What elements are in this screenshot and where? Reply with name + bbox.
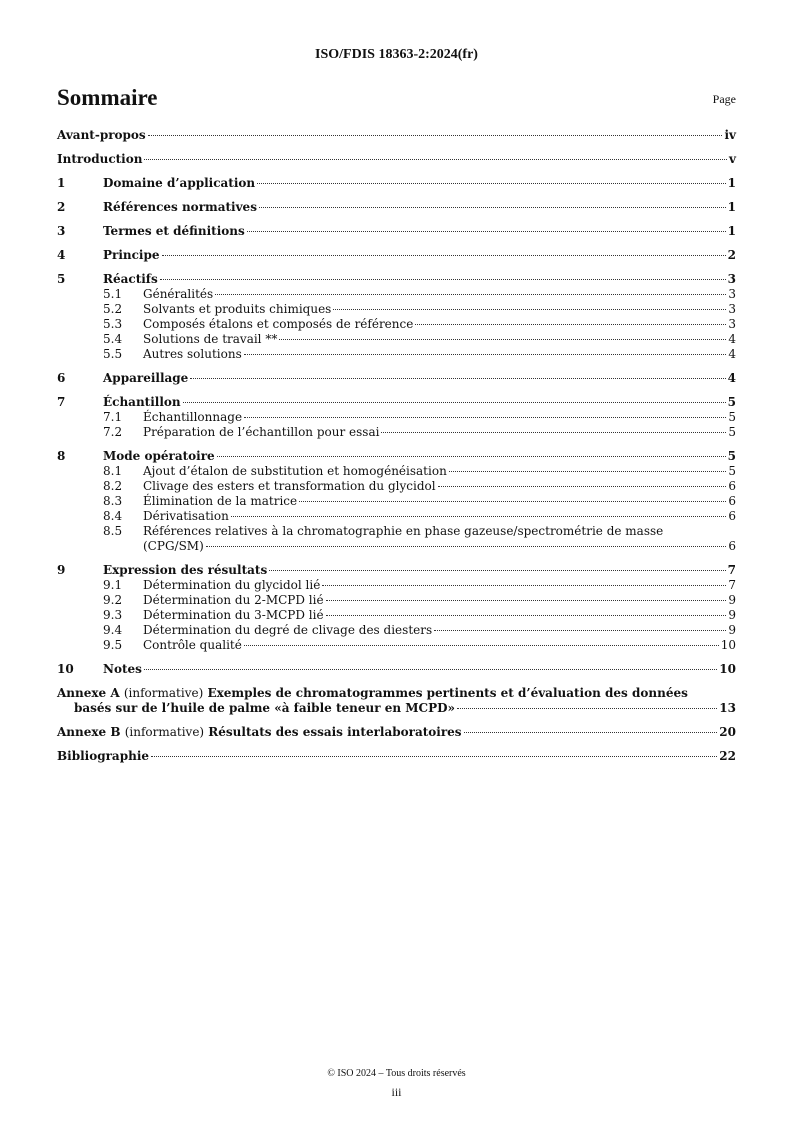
dot-leader [322,585,726,586]
toc-page-number: 5 [728,410,736,424]
toc-entry-9-3[interactable] [57,608,736,623]
dot-leader [206,546,727,547]
toc-entry-2[interactable] [57,200,736,215]
toc-entry-9[interactable] [57,563,736,578]
toc-entry-9-5[interactable] [57,638,736,653]
dot-leader [326,615,727,616]
toc-entry-title: Échantillon [103,395,181,409]
toc-entry-title: Généralités [143,287,214,301]
annex-label: Annexe B [57,725,121,739]
toc-entry-6[interactable] [57,371,736,386]
toc-entry-9-1[interactable] [57,578,736,593]
toc-entry-title: Termes et définitions [103,224,245,238]
page-number-footer: iii [391,1085,402,1099]
dot-leader [269,570,725,571]
toc-entry-number: 1 [57,176,66,190]
toc-entry-number: 5.5 [103,347,123,361]
toc-page-number: 9 [728,608,736,622]
toc-page-number: 6 [728,509,736,523]
toc-entry-number: 10 [57,662,74,676]
toc-entry-number: 6 [57,371,66,385]
toc-entry-number: 5 [57,272,66,286]
toc-entry-1[interactable] [57,176,736,191]
toc-page-number: 6 [728,494,736,508]
dot-leader [259,207,726,208]
toc-entry-title: Échantillonnage [143,410,243,424]
toc-entry-5-2[interactable] [57,302,736,317]
toc-entry-3[interactable] [57,224,736,239]
toc-entry-title: Résultats des essais interlaboratoires [208,725,462,739]
toc-entry-8-4[interactable] [57,509,736,524]
table-of-contents [57,128,736,764]
dot-leader [333,309,726,310]
toc-entry-title: Détermination du glycidol lié [143,578,321,592]
toc-entry-title: Solvants et produits chimiques [143,302,332,316]
toc-page-number: 5 [727,449,736,463]
toc-entry-9-2[interactable] [57,593,736,608]
toc-entry-title: Détermination du degré de clivage des diesters [143,623,433,637]
dot-leader [244,417,726,418]
dot-leader [148,135,723,136]
toc-entry-title: Composés étalons et composés de référence [143,317,414,331]
toc-entry-title: Ajout d’étalon de substitution et homogénéisation [143,464,447,478]
toc-entry-title: Principe [103,248,160,262]
dot-leader [326,600,727,601]
toc-page-number: 7 [728,578,736,592]
toc-entry-title: Références normatives [103,200,257,214]
toc-page-number: 1 [727,224,736,238]
dot-leader [381,432,726,433]
toc-entry-title: Détermination du 2-MCPD lié [143,593,324,607]
toc-entry-8-3[interactable] [57,494,736,509]
toc-entry-5[interactable] [57,272,736,287]
toc-page-number: iv [724,128,736,142]
toc-page-number: 7 [727,563,736,577]
toc-page-number: 5 [728,425,736,439]
toc-entry-title-continued: basés sur de l’huile de palme «à faible teneur en MCPD» [74,701,455,715]
dot-leader [231,516,727,517]
dot-leader [183,402,726,403]
dot-leader [151,756,717,757]
toc-entry-8-5[interactable] [57,524,736,554]
toc-entry-number: 7 [57,395,66,409]
toc-entry-title: Avant-propos [57,128,146,142]
dot-leader [457,708,717,709]
toc-entry-title: Détermination du 3-MCPD lié [143,608,324,622]
toc-entry-8-2[interactable] [57,479,736,494]
toc-page-number: 3 [728,317,736,331]
dot-leader [299,501,726,502]
toc-page-number: 6 [728,479,736,493]
toc-entry-4[interactable] [57,248,736,263]
dot-leader [438,486,727,487]
toc-page-number: 1 [727,176,736,190]
toc-entry-title: Solutions de travail ** [143,332,278,346]
toc-entry-title: Introduction [57,152,143,166]
dot-leader [464,732,718,733]
toc-entry-number: 5.2 [103,302,123,316]
toc-entry-number: 9 [57,563,66,577]
toc-entry-number: 9.2 [103,593,123,607]
toc-page-number: 4 [728,347,736,361]
toc-page-number: 3 [727,272,736,286]
toc-entry-5-3[interactable] [57,317,736,332]
toc-entry-avant-propos[interactable] [57,128,736,143]
dot-leader [244,645,719,646]
toc-entry-9-4[interactable] [57,623,736,638]
toc-page-number: 3 [728,302,736,316]
toc-entry-introduction[interactable] [57,152,736,167]
toc-entry-title: Autres solutions [143,347,242,361]
toc-entry-5-5[interactable] [57,347,736,362]
dot-leader [190,378,725,379]
toc-entry-title: Références relatives à la chromatographie en phase gazeuse/spectrométrie de masse [143,524,664,538]
toc-entry-number: 4 [57,248,66,262]
toc-entry-title: Expression des résultats [103,563,268,577]
toc-entry-number: 5.1 [103,287,123,301]
dot-leader [144,159,727,160]
toc-page-number: v [729,152,736,166]
toc-entry-5-1[interactable] [57,287,736,302]
toc-entry-number: 8.1 [103,464,123,478]
dot-leader [217,456,726,457]
toc-entry-number: 8.5 [103,524,123,538]
toc-page-number: 2 [727,248,736,262]
toc-page-number: 1 [727,200,736,214]
toc-entry-number: 5.4 [103,332,123,346]
toc-entry-title: Mode opératoire [103,449,215,463]
toc-page-number: 10 [720,638,736,652]
annex-heading [57,725,462,740]
toc-entry-number: 9.3 [103,608,123,622]
annex-informative: (informative) [124,725,205,739]
toc-entry-annex-a[interactable] [57,686,736,716]
toc-entry-number: 8.4 [103,509,123,523]
page-title: Sommaire [57,85,158,110]
toc-page-number: 4 [727,371,736,385]
toc-entry-title: Notes [103,662,142,676]
copyright-footer: © ISO 2024 – Tous droits réservés [327,1068,466,1079]
toc-entry-number: 9.4 [103,623,123,637]
toc-page-number: 6 [728,539,736,553]
dot-leader [415,324,726,325]
toc-entry-title: Contrôle qualité [143,638,242,652]
toc-page-number: 22 [719,749,736,763]
toc-entry-8[interactable] [57,449,736,464]
toc-page-number: 13 [719,701,736,715]
toc-entry-title: Clivage des esters et transformation du glycidol [143,479,436,493]
toc-entry-number: 7.1 [103,410,123,424]
toc-entry-title: Exemples de chromatogrammes pertinents et d’évaluation des données [207,686,688,700]
toc-page-number: 4 [728,332,736,346]
toc-entry-title: Élimination de la matrice [143,494,298,508]
annex-informative: (informative) [123,686,204,700]
dot-leader [434,630,726,631]
toc-entry-title: Bibliographie [57,749,150,763]
toc-page-number: 20 [719,725,736,739]
toc-entry-bibliographie[interactable] [57,749,736,764]
toc-entry-number: 8.2 [103,479,123,493]
page-column-label: Page [712,92,736,106]
dot-leader [162,255,726,256]
toc-entry-number: 3 [57,224,66,238]
toc-entry-5-4[interactable] [57,332,736,347]
dot-leader [215,294,726,295]
dot-leader [279,339,726,340]
toc-entry-10[interactable] [57,662,736,677]
toc-entry-7-1[interactable] [57,410,736,425]
toc-entry-number: 9.1 [103,578,123,592]
toc-entry-title: Domaine d’application [103,176,256,190]
toc-entry-7[interactable] [57,395,736,410]
toc-entry-title-continued: (CPG/SM) [143,539,204,553]
toc-page-number: 5 [728,464,736,478]
toc-entry-number: 7.2 [103,425,123,439]
toc-page-number: 9 [728,593,736,607]
toc-entry-number: 9.5 [103,638,123,652]
dot-leader [449,471,727,472]
toc-page-number: 3 [728,287,736,301]
annex-label: Annexe A [57,686,120,700]
toc-entry-7-2[interactable] [57,425,736,440]
toc-entry-number: 5.3 [103,317,123,331]
toc-entry-8-1[interactable] [57,464,736,479]
toc-entry-number: 2 [57,200,66,214]
dot-leader [160,279,726,280]
toc-page-number: 10 [719,662,736,676]
toc-entry-number: 8.3 [103,494,123,508]
toc-page-number: 9 [728,623,736,637]
toc-entry-annex-b[interactable] [57,725,736,740]
toc-entry-title: Dérivatisation [143,509,229,523]
toc-entry-title: Appareillage [103,371,189,385]
toc-page-number: 5 [727,395,736,409]
dot-leader [144,669,717,670]
dot-leader [257,183,726,184]
toc-entry-title: Réactifs [103,272,158,286]
dot-leader [247,231,726,232]
dot-leader [244,354,727,355]
toc-entry-number: 8 [57,449,66,463]
document-header: ISO/FDIS 18363-2:2024(fr) [315,47,478,62]
toc-entry-title: Préparation de l’échantillon pour essai [143,425,380,439]
